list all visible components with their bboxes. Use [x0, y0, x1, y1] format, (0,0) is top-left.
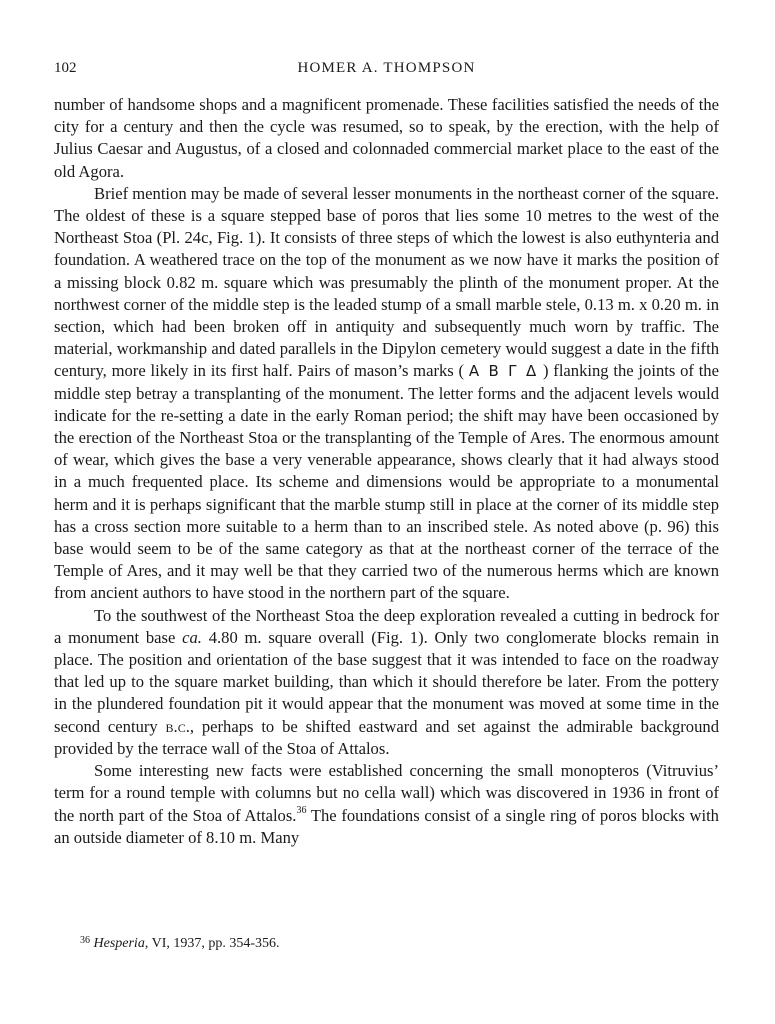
mason-marks-letters: Α Β Γ Δ [468, 362, 539, 381]
body-text [54, 94, 719, 849]
page-number: 102 [54, 60, 77, 76]
paragraph-3-text-a: To the southwest of the Northeast Stoa the deep exploration revealed a cutting in bedrock for a monument base [54, 605, 719, 647]
paragraph-1 [54, 94, 719, 183]
paragraph-4 [54, 760, 719, 849]
paragraph-2 [54, 183, 719, 605]
paragraph-1-text: number of handsome shops and a magnificent promenade. These facilities satisfied the needs of the city for a century and then the cycle was resumed, so to speak, by the erection, with the help of Julius Caesar and Augustus, of a closed and colonnaded commercial market place to the east of the old Agora. [54, 95, 719, 181]
paragraph-4-text-b: The foundations consist of a single ring of poros blocks with an outside diameter of 8.10 m. Many [54, 805, 719, 847]
paragraph-3-text-c: perhaps to be shifted eastward and set against the admirable background provided by the terrace wall of the Stoa of Attalos. [54, 716, 719, 758]
bc-abbrev: b.c., [165, 716, 194, 736]
footnote-number: 36 [80, 935, 90, 946]
paragraph-3-text-b: 4.80 m. square overall (Fig. 1). Only two conglomerate blocks remain in place. The position and orientation of the base suggest that it was intended to face on the roadway that led up to the square market building, than which it should therefore be later. From the pottery in the plundered foundation pit it would appear that the monument was moved at some time in the second century [54, 627, 719, 736]
running-head: HOMER A. THOMPSON [297, 60, 476, 76]
paragraph-2-text-a: Brief mention may be made of several lesser monuments in the northeast corner of the square. The oldest of these is a square stepped base of poros that lies some 10 metres to the west of the Northeast Stoa (Pl. 24c, Fig. 1). It consists of three steps of which the lowest is also euthynteria and foundation. A weathered trace on the top of the monument as we now have it marks the position of a missing block 0.82 m. square which was presumably the plinth of the monument proper. At the northwest corner of the middle step is the leaded stump of a small marble stele, 0.13 m. x 0.20 m. in section, which had been broken off in antiquity and subsequently much worn by traffic. The material, workmanship and dated parallels in the Dipylon cemetery would suggest a date in the fifth century, more likely in its first half. Pairs of mason’s marks ( [54, 183, 719, 381]
page-header [54, 60, 719, 82]
paragraph-3 [54, 605, 719, 760]
circa-abbrev: ca. [182, 627, 202, 647]
footnote-citation: VI, 1937, pp. 354-356. [151, 936, 280, 951]
footnote-journal: Hesperia, [93, 936, 149, 951]
paragraph-4-text-a: Some interesting new facts were established concerning the small monopteros (Vitruvius’ term for a round temple with columns but no cella wall) which was discovered in 1936 in front of the north part of the Stoa of Attalos. [54, 761, 719, 825]
paragraph-2-text-b: ) flanking the joints of the middle step betray a transplanting of the monument. The letter forms and the adjacent levels would indicate for the re-setting a date in the early Roman period; the shift may have been occasioned by the erection of the Northeast Stoa or the transplanting of the Temple of Ares. The enormous amount of wear, which gives the base a very venerable appearance, shows clearly that it had always stood in a much frequented place. Its scheme and dimensions would be appropriate to a monumental herm and it is perhaps significant that the marble stump still in place at the corner of its middle step has a cross section more suitable to a herm than to an inscribed stele. As noted above (p. 96) this base would seem to be of the same category as that at the northeast corner of the terrace of the Temple of Ares, and it may well be that they carried two of the numerous herms which are known from ancient authors to have stood in the northern part of the square. [54, 361, 719, 603]
footnote-ref-36[interactable]: 36 [296, 804, 307, 816]
footnote-36 [80, 935, 720, 952]
